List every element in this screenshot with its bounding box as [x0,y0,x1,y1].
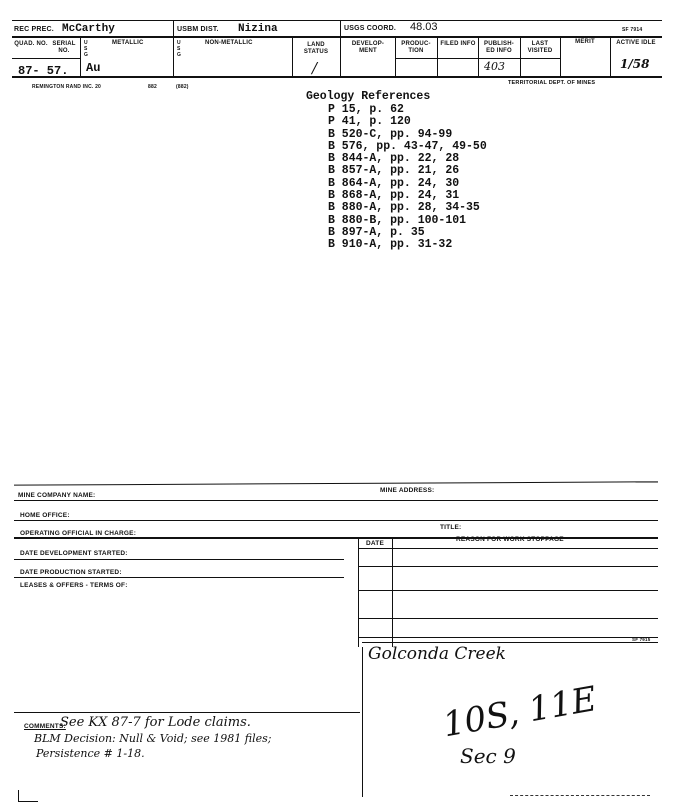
divider [520,36,521,76]
line [14,577,344,578]
filed-info-label: FILED INFO [440,41,476,47]
form-number-2: SF 7915 [632,637,651,642]
table-line [362,647,363,797]
bottom-smudge [510,795,650,796]
references-list [328,104,487,252]
quad-serial-value: 87- 57. [18,64,69,78]
reference-item: B 864-A, pp. 24, 30 [328,176,460,190]
reference-item: B 857-A, pp. 21, 26 [328,164,460,178]
date-dev-label: DATE DEVELOPMENT STARTED: [20,550,128,557]
active-idle-label: ACTIVE IDLE [616,40,656,46]
divider [437,36,438,76]
quad-no-label: QUAD. NO. [14,41,48,47]
production-label: PRODUC-TION [401,41,431,54]
comment-line: BLM Decision: Null & Void; see 1981 files; [34,732,272,745]
metallic-label: METALLIC [112,40,144,46]
active-idle-value: 1/58 [620,57,650,71]
divider [340,20,341,76]
form-number: SF 7914 [622,27,643,33]
rec-prec-label: REC PREC. [14,26,54,33]
territorial-label: TERRITORIAL DEPT. OF MINES [508,80,596,86]
top-border [12,20,662,21]
usg-metallic: U S G [84,40,89,58]
header-divider [12,36,662,38]
operating-official-label: OPERATING OFFICIAL IN CHARGE: [20,530,137,537]
line [358,637,658,638]
line [14,500,658,501]
serial-no-label: SERIAL NO. [52,41,76,54]
line [358,590,658,591]
reference-item: P 15, p. 62 [328,103,404,116]
line [358,566,658,567]
location-hand: Golconda Creek [368,644,506,664]
reference-item: B 868-A, pp. 24, 31 [328,189,460,203]
usgs-coord-label: USGS COORD. [344,25,396,32]
date-label: DATE [366,540,385,547]
published-value: 403 [484,60,505,73]
section-divider [14,481,658,485]
sub-divider [395,58,560,59]
table-line [392,537,393,647]
reference-item: B 910-A, pp. 31-32 [328,238,453,252]
published-info-label: PUBLISH-ED INFO [484,41,514,54]
comment-line: See KX 87-7 for Lode claims. [60,715,251,730]
comment-line: Persistence # 1-18. [36,747,145,760]
printer-code: (882) [176,84,189,90]
reference-item: B 880-B, pp. 100-101 [328,213,467,227]
line [14,559,344,560]
line [14,712,360,713]
mine-company-label: MINE COMPANY NAME: [18,492,96,499]
line [358,548,658,549]
date-prod-label: DATE PRODUCTION STARTED: [20,569,122,576]
corner-mark [18,801,38,802]
header-bottom [12,76,662,78]
usgs-coord-value: 48.03 [410,21,438,33]
rec-prec-value: McCarthy [62,23,115,35]
divider [395,36,396,76]
reason-label: REASON FOR WORK STOPPAGE [456,536,564,543]
reference-item: B 844-A, pp. 22, 28 [328,152,460,166]
township-hand: 10S, 11E [440,679,600,746]
line [358,618,658,619]
home-office-label: HOME OFFICE: [20,512,70,519]
divider [610,36,611,76]
comments-label: COMMENTS: [24,723,66,730]
divider [80,36,81,76]
reference-item: B 520-C, pp. 94-99 [328,127,453,141]
reference-item: P 41, p. 120 [328,115,411,129]
sub-divider [12,58,80,59]
land-status-value: / [312,59,318,77]
nonmetallic-label: NON-METALLIC [205,40,253,46]
usg-nonmetallic: U S G [177,40,182,58]
title-label: TITLE: [440,524,462,531]
table-line [358,537,359,647]
usbm-dist-value: Nizina [238,23,278,35]
line [14,520,658,521]
usbm-dist-label: USBM DIST. [177,26,219,33]
section-hand: Sec 9 [460,744,516,768]
merit-label: MERIT [575,39,595,45]
line [362,642,658,643]
reference-item: B 897-A, p. 35 [328,225,425,239]
reference-item: B 880-A, pp. 28, 34-35 [328,201,480,215]
last-visited-label: LAST VISITED [527,41,553,54]
mine-address-label: MINE ADDRESS: [380,487,435,494]
divider [173,20,174,76]
divider [478,36,479,76]
reference-item: B 576, pp. 43-47, 49-50 [328,139,487,153]
metallic-value: Au [86,61,101,75]
references-title: Geology References [306,90,431,103]
divider [292,36,293,76]
printer-line: REMINGTON RAND INC. 20 [32,84,102,90]
develop-label: DEVELOP-MENT [351,41,385,54]
divider [560,36,561,76]
printer-code: 882 [148,84,157,90]
leases-label: LEASES & OFFERS - TERMS OF: [20,582,128,589]
land-status-label: LAND STATUS [303,42,329,55]
